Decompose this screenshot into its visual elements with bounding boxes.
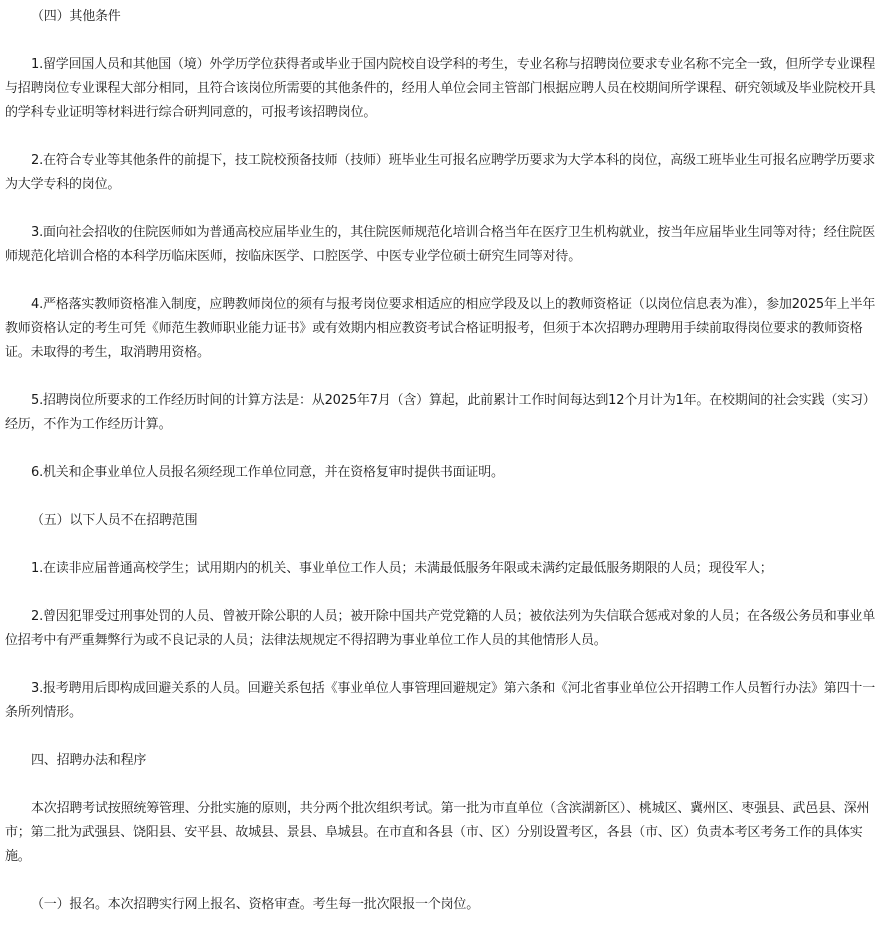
paragraph-excluded-criminal: 2.曾因犯罪受过刑事处罚的人员、曾被开除公职的人员；被开除中国共产党党籍的人员；被依法列为失信联合惩戒对象的人员；在各级公务员和事业单位招考中有严重舞弊行为或不良记录的人员；法律法规规定不得招聘为事业单位工作人员的其他情形人员。 bbox=[5, 609, 876, 648]
section-heading-other-conditions: （四）其他条件 bbox=[31, 9, 121, 24]
paragraph-teacher-qualification: 4.严格落实教师资格准入制度，应聘教师岗位的须有与报考岗位要求相适应的相应学段及以上的教师资格证（以岗位信息表为准），参加2025年上半年教师资格认定的考生可凭《师范生教师职业能力证书》或有效期内相应教资考试合格证明报考，但须于本次招聘办理聘用手续前取得岗位要求的教师资格证。未取得的考生，取消聘用资格。 bbox=[5, 297, 876, 360]
paragraph-excluded-students: 1.在读非应届普通高校学生；试用期内的机关、事业单位工作人员；未满最低服务年限或未满约定最低服务期限的人员；现役军人； bbox=[31, 561, 773, 576]
paragraph-registration: （一）报名。本次招聘实行网上报名、资格审查。考生每一批次限报一个岗位。 bbox=[31, 897, 480, 912]
section-heading-recruitment-procedure: 四、招聘办法和程序 bbox=[31, 753, 147, 768]
section-heading-excluded-persons: （五）以下人员不在招聘范围 bbox=[31, 513, 198, 528]
paragraph-technical-school: 2.在符合专业等其他条件的前提下，技工院校预备技师（技师）班毕业生可报名应聘学历要求为大学本科的岗位，高级工班毕业生可报名应聘学历要求为大学专科的岗位。 bbox=[5, 153, 876, 192]
paragraph-excluded-avoidance: 3.报考聘用后即构成回避关系的人员。回避关系包括《事业单位人事管理回避规定》第六条和《河北省事业单位公开招聘工作人员暂行办法》第四十一条所列情形。 bbox=[5, 681, 876, 720]
paragraph-resident-physician: 3.面向社会招收的住院医师如为普通高校应届毕业生的，其住院医师规范化培训合格当年在医疗卫生机构就业，按当年应届毕业生同等对待；经住院医师规范化培训合格的本科学历临床医师，按临床医学、口腔医学、中医专业学位硕士研究生同等对待。 bbox=[5, 225, 876, 264]
paragraph-work-experience: 5.招聘岗位所要求的工作经历时间的计算方法是：从2025年7月（含）算起，此前累计工作时间每达到12个月计为1年。在校期间的社会实践（实习）经历，不作为工作经历计算。 bbox=[5, 393, 876, 432]
paragraph-exam-batches: 本次招聘考试按照统筹管理、分批实施的原则，共分两个批次组织考试。第一批为市直单位（含滨湖新区）、桃城区、冀州区、枣强县、武邑县、深州市；第二批为武强县、饶阳县、安平县、故城县、景县、阜城县。在市直和各县（市、区）分别设置考区，各县（市、区）负责本考区考务工作的具体实施。 bbox=[5, 801, 870, 864]
paragraph-overseas-degree: 1.留学回国人员和其他国（境）外学历学位获得者或毕业于国内院校自设学科的考生，专业名称与招聘岗位要求专业名称不完全一致，但所学专业课程与招聘岗位专业课程大部分相同，且符合该岗位所需要的其他条件的，经用人单位会同主管部门根据应聘人员在校期间所学课程、研究领域及毕业院校开具的学科专业证明等材料进行综合研判同意的，可报考该招聘岗位。 bbox=[5, 57, 876, 120]
paragraph-employer-consent: 6.机关和企事业单位人员报名须经现工作单位同意，并在资格复审时提供书面证明。 bbox=[31, 465, 504, 480]
